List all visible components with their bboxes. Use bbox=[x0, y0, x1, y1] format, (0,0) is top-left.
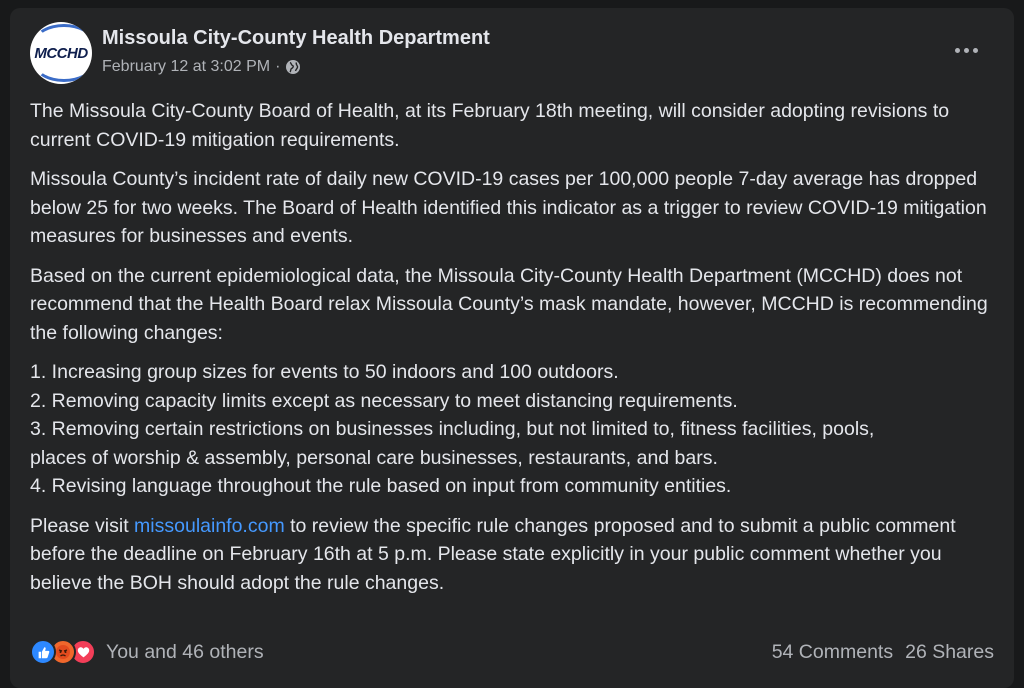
post-paragraph: Based on the current epidemiological data, the Missoula City-County Health Department (MCCHD) does not recommend that the Health Board relax Missoula County’s mask mandate, however, MCCHD is recommending the following changes: bbox=[30, 264, 988, 344]
reactors-count[interactable]: You and 46 others bbox=[106, 640, 264, 663]
list-item: 2. Removing capacity limits except as necessary to meet distancing requirements. bbox=[30, 389, 738, 412]
page-avatar[interactable] bbox=[30, 22, 92, 84]
meta-separator: · bbox=[275, 58, 281, 75]
dot-icon bbox=[973, 48, 978, 53]
post-meta bbox=[102, 58, 301, 76]
list-item: 1. Increasing group sizes for events to 50 indoors and 100 outdoors. bbox=[30, 361, 619, 383]
text-segment: Please visit bbox=[30, 514, 135, 537]
more-options-button[interactable] bbox=[948, 38, 984, 62]
post-body bbox=[30, 97, 1005, 608]
reaction-icons[interactable] bbox=[30, 639, 96, 665]
dot-icon bbox=[964, 48, 969, 53]
globe-icon[interactable] bbox=[285, 59, 301, 75]
list-item: 4. Revising language throughout the rule based on input from community entities. bbox=[30, 475, 732, 497]
post-paragraph bbox=[30, 512, 1005, 598]
missoulainfo-link[interactable]: missoulainfo.com bbox=[134, 514, 285, 537]
page-name-link[interactable]: Missoula City-County Health Department bbox=[102, 27, 490, 49]
post-card bbox=[10, 8, 1014, 688]
comments-count[interactable]: 54 Comments bbox=[771, 640, 894, 663]
text-segment: to review the specific rule changes proposed and to submit a public comment before the deadline on February 16th at 5 p.m. Please state explicitly in your public comment whether you believe the BOH should adopt the rule changes. bbox=[30, 514, 956, 594]
post-footer bbox=[30, 632, 994, 672]
list-item: 3. Removing certain restrictions on businesses including, but not limited to, fitness facilities, pools, places of worship & assembly, personal care businesses, restaurants, and bars. bbox=[30, 418, 875, 469]
shares-count[interactable]: 26 Shares bbox=[905, 640, 994, 663]
changes-list bbox=[30, 358, 1005, 501]
post-timestamp[interactable]: February 12 at 3:02 PM bbox=[102, 58, 271, 75]
like-icon bbox=[30, 639, 56, 665]
post-paragraph: The Missoula City-County Board of Health, at its February 18th meeting, will consider adopting revisions to current COVID-19 mitigation requirements. bbox=[30, 100, 950, 151]
dot-icon bbox=[955, 48, 960, 53]
avatar-logo-text: MCCHD bbox=[34, 44, 88, 62]
post-paragraph: Missoula County’s incident rate of daily new COVID-19 cases per 100,000 people 7-day average has dropped below 25 for two weeks. The Board of Health identified this indicator as a trigger to review COVID-19 mitigation measures for businesses and events. bbox=[30, 168, 987, 247]
